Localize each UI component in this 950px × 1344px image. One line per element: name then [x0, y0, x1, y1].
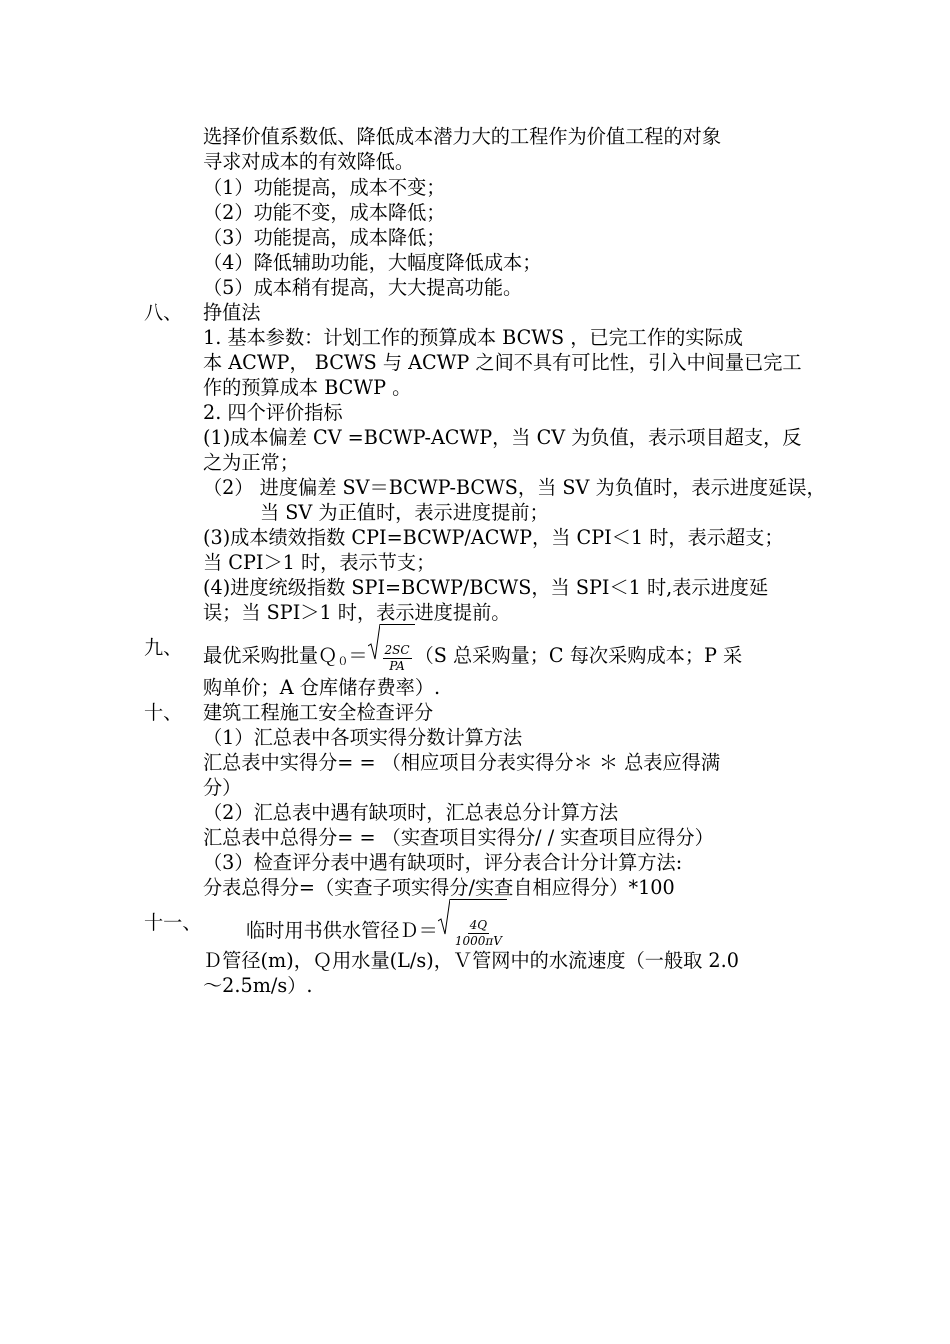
text-line: Ｄ管径(m)，Ｑ用水量(L/s)，Ｖ管网中的水流速度（一般取 2.0 — [203, 949, 739, 972]
section-title-10: 建筑工程施工安全检查评分 — [203, 701, 434, 724]
text-line: (4)进度统级指数 SPI=BCWP/BCWS，当 SPI＜1 时,表示进度延 — [203, 576, 769, 599]
text-line: 选择价值系数低、降低成本潜力大的工程作为价值工程的对象 — [203, 125, 722, 148]
text-line: 当 CPI＞1 时，表示节支； — [203, 551, 436, 574]
text-line: 汇总表中总得分= = （实查项目实得分/ / 实查项目应得分） — [203, 826, 714, 849]
text-line: 分表总得分=（实查子项实得分/实查自相应得分）*100 — [203, 876, 675, 899]
formula-subscript: ０ — [337, 655, 349, 668]
section-title-8: 挣值法 — [203, 301, 261, 324]
text-line: （1）汇总表中各项实得分数计算方法 — [203, 726, 523, 749]
text-line: 误；当 SPI＞1 时，表示进度提前。 — [203, 601, 511, 624]
text-line: 之为正常； — [203, 451, 299, 474]
text-line: （2）汇总表中遇有缺项时，汇总表总分计算方法 — [203, 801, 619, 824]
formula-label: 临时用书供水管径Ｄ＝ — [246, 919, 438, 942]
fraction-denominator: PA — [389, 659, 405, 673]
text-line: (1)成本偏差 CV =BCWP-ACWP，当 CV 为负值，表示项目超支，反 — [203, 426, 802, 449]
text-line: 购单价；A 仓库储存费率）. — [203, 676, 441, 699]
formula-note: （S 总采购量；C 每次采购成本；P 采 — [414, 644, 743, 667]
fraction-numerator: 2SC — [384, 643, 410, 657]
text-line: （3）检查评分表中遇有缺项时，评分表合计分计算方法: — [203, 851, 683, 874]
text-line: 作的预算成本 BCWP 。 — [203, 376, 412, 399]
text-line: 2. 四个评价指标 — [203, 401, 343, 424]
list-item: （4）降低辅助功能，大幅度降低成本； — [203, 251, 542, 274]
section-number-11: 十一、 — [144, 911, 202, 934]
text-line: 本 ACWP， BCWS 与 ACWP 之间不具有可比性，引入中间量已完工 — [203, 351, 802, 374]
sqrt-icon — [368, 624, 380, 674]
fraction-numerator: 4Q — [469, 918, 488, 932]
text-line: （2） 进度偏差 SV＝BCWP-BCWS，当 SV 为负值时，表示进度延误， — [203, 476, 826, 499]
section-number-9: 九、 — [144, 636, 183, 659]
sqrt-icon — [438, 899, 450, 949]
section-number-10: 十、 — [144, 701, 183, 724]
text-line: 寻求对成本的有效降低。 — [203, 150, 415, 173]
text-line: ～2.5m/s）. — [203, 974, 313, 997]
list-item: （5）成本稍有提高，大大提高功能。 — [203, 276, 523, 299]
text-line: (3)成本绩效指数 CPI=BCWP/ACWP，当 CPI＜1 时，表示超支； — [203, 526, 784, 549]
list-item: （2）功能不变，成本降低； — [203, 201, 446, 224]
list-item: （1）功能提高，成本不变； — [203, 176, 446, 199]
section-number-8: 八、 — [144, 301, 183, 324]
list-item: （3）功能提高，成本降低； — [203, 226, 446, 249]
formula-label: 最优采购批量Ｑ — [203, 644, 338, 667]
text-line: 汇总表中实得分= = （相应项目分表实得分＊ ＊ 总表应得满 — [203, 751, 721, 774]
text-line: 当 SV 为正值时，表示进度提前； — [260, 501, 549, 524]
fraction-denominator: 1000πV — [454, 934, 502, 948]
equals-sign: ＝ — [348, 644, 368, 667]
text-line: 分） — [203, 776, 242, 799]
text-line: 1. 基本参数：计划工作的预算成本 BCWS ，已完工作的实际成 — [203, 326, 743, 349]
